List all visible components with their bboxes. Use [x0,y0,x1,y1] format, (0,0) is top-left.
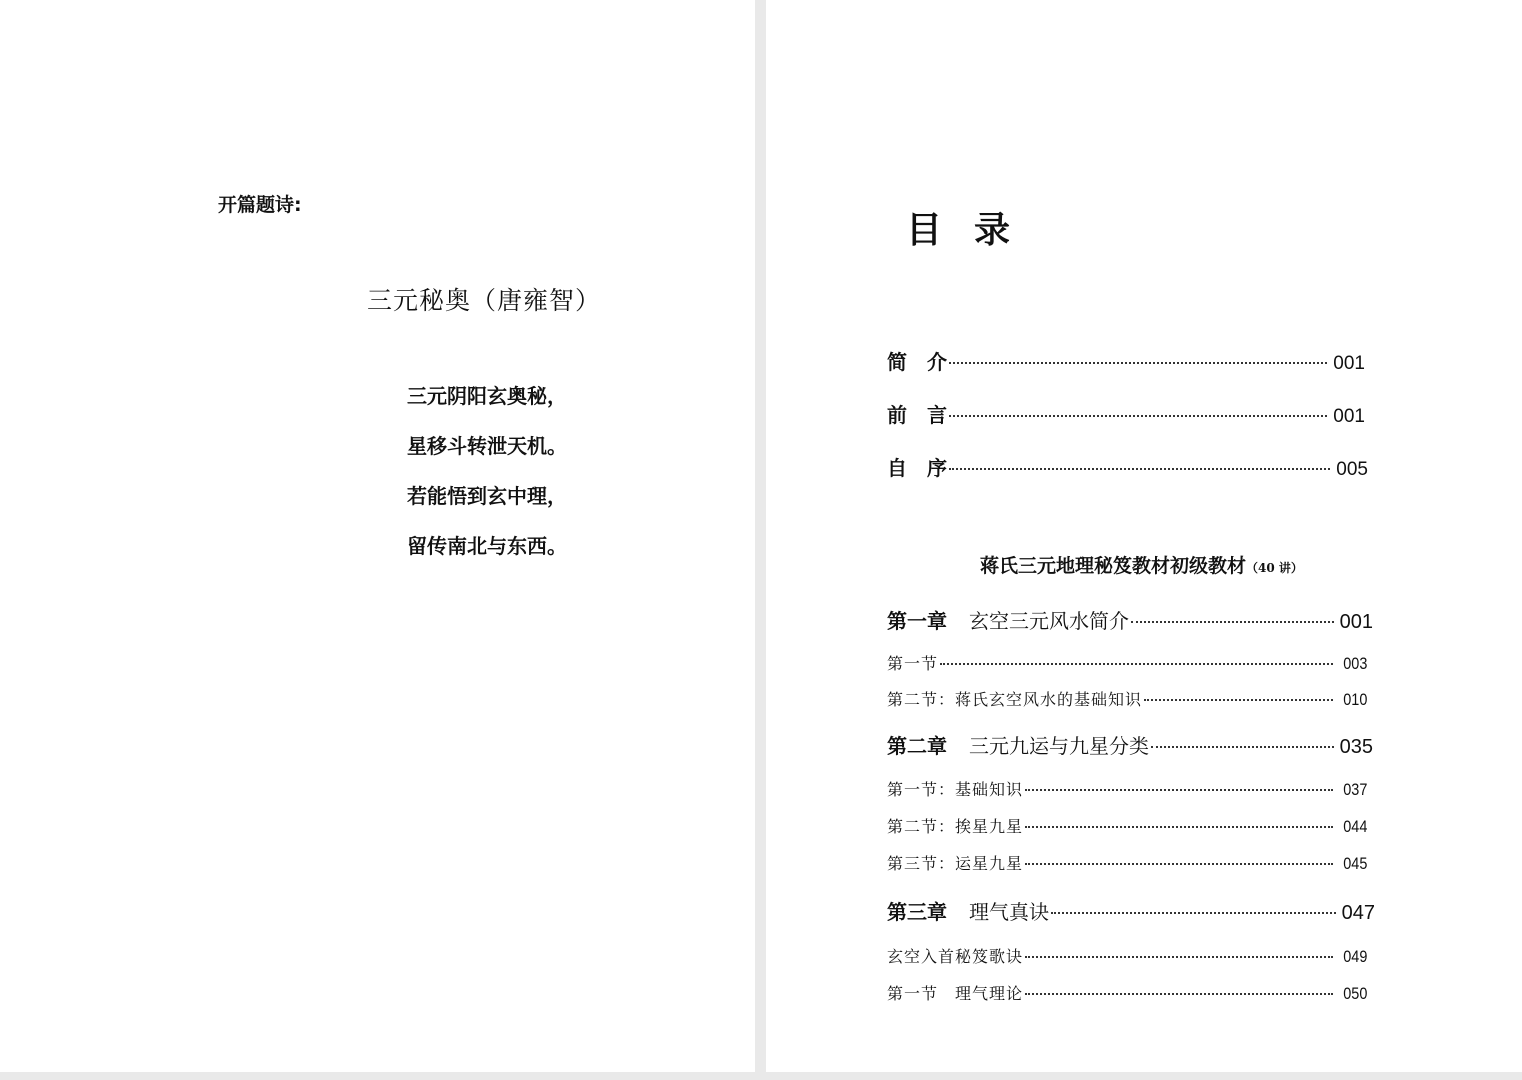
toc-page-number: 010 [1342,690,1367,709]
section-label: 第二节：蒋氏玄空风水的基础知识 [887,690,1143,709]
chapter-label: 第一章 玄空三元风水简介 [887,609,1129,633]
poem-line: 若能悟到玄中理， [407,484,567,508]
dot-leader [1025,993,1333,995]
toc-entry-label: 简 介 [887,350,947,374]
toc-chapter-2[interactable] [887,730,1373,759]
toc-heading [906,202,1010,253]
right-page [766,0,1522,1072]
toc-page-number: 050 [1342,984,1367,1003]
toc-entry-label: 自 序 [887,456,947,480]
section-label: 第一节：基础知识 [887,780,1024,799]
toc-entry-intro[interactable] [887,346,1365,375]
dot-leader [1051,912,1336,914]
toc-page-number: 047 [1341,902,1375,924]
toc-page-number: 049 [1342,947,1367,966]
section-label: 第三节：运星九星 [887,854,1024,873]
left-page [0,0,755,1072]
poem-line: 星移斗转泄天机。 [407,434,567,458]
toc-section-2-3[interactable] [887,851,1367,874]
toc-page-number: 035 [1339,736,1373,758]
poem-title: 三元秘奥（唐雍智） [367,286,602,315]
toc-section-1-2[interactable] [887,687,1367,710]
toc-page-number: 005 [1336,459,1368,480]
intro-poem-label: 开篇题诗: [218,194,302,216]
toc-section-2-1[interactable] [887,777,1367,800]
poem-line: 三元阴阳玄奥秘， [407,384,567,408]
poem-body [407,383,567,583]
toc-entry-label: 前 言 [887,403,947,427]
dot-leader [949,362,1327,364]
toc-section-2-2[interactable] [887,814,1367,837]
dot-leader [1144,699,1333,701]
dot-leader [1025,863,1333,865]
dot-leader [1025,956,1333,958]
toc-chapter-3[interactable] [887,896,1375,925]
toc-page-number: 037 [1342,780,1367,799]
chapter-label: 第三章 理气真诀 [887,900,1049,924]
toc-page-number: 044 [1342,817,1367,836]
toc-page-number: 045 [1342,854,1367,873]
section-label: 第一节 [887,654,939,673]
toc-section-3-1[interactable] [887,981,1367,1004]
toc-entry-preface[interactable] [887,452,1368,481]
dot-leader [1025,789,1333,791]
toc-page-number: 001 [1339,611,1373,633]
poem-line: 留传南北与东西。 [407,534,567,558]
section-label: 第二节：挨星九星 [887,817,1024,836]
book-title-main: 蒋氏三元地理秘笈教材初级教材 [980,555,1247,577]
dot-leader [1151,746,1334,748]
dot-leader [949,468,1330,470]
toc-section-3-0[interactable] [887,944,1367,967]
toc-page-number: 003 [1342,654,1367,673]
toc-chapter-1[interactable] [887,605,1373,634]
toc-page-number: 001 [1333,406,1365,427]
toc-heading-second: 录 [974,209,1011,251]
dot-leader [949,415,1327,417]
book-title-note: （40 讲） [1246,561,1303,575]
section-label: 玄空入首秘笈歌诀 [887,947,1024,966]
toc-heading-first: 目 [906,209,943,251]
toc-entry-foreword[interactable] [887,399,1365,428]
dot-leader [1131,621,1334,623]
toc-section-1-1[interactable] [887,651,1367,674]
chapter-label: 第二章 三元九运与九星分类 [887,734,1149,758]
toc-page-number: 001 [1333,353,1365,374]
section-label: 第一节 理气理论 [887,984,1024,1003]
dot-leader [1025,826,1333,828]
dot-leader [940,663,1333,665]
